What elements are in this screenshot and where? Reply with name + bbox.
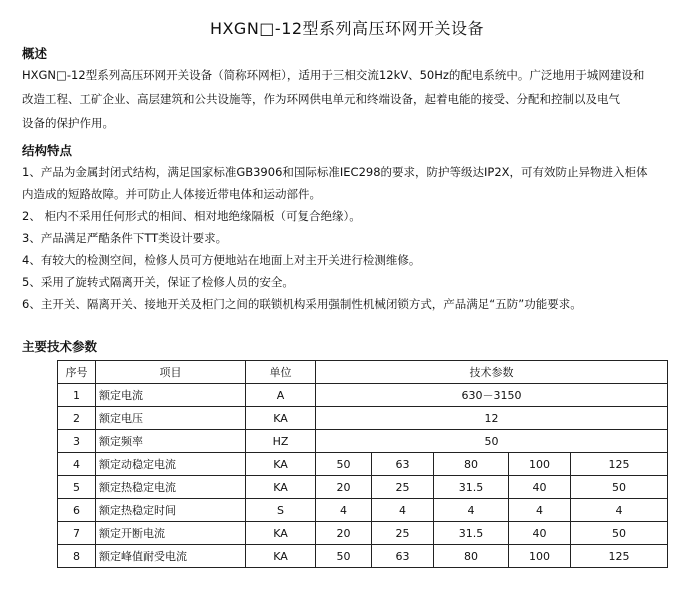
row-unit: KA [246,522,316,545]
row-value: 50 [316,545,372,568]
table-row [58,522,668,545]
feature-item-3: 3、产品满足严酷条件下TT类设计要求。 [22,231,228,245]
feature-item-5: 5、采用了旋转式隔离开关，保证了检修人员的安全。 [22,275,294,289]
row-no: 1 [58,384,96,407]
row-item: 额定电压 [96,407,246,430]
overview-line-3: 设备的保护作用。 [22,116,114,130]
header-no: 序号 [58,361,96,384]
feature-item-1-cont: 内造成的短路故障。并可防止人体接近带电体和运动部件。 [22,187,321,201]
features-heading: 结构特点 [22,143,73,158]
row-value: 80 [434,545,509,568]
row-value: 25 [372,522,434,545]
row-value: 63 [372,545,434,568]
row-unit: HZ [246,430,316,453]
row-no: 6 [58,499,96,522]
header-tech: 技术参数 [316,361,668,384]
row-value: 125 [571,453,668,476]
row-no: 7 [58,522,96,545]
table-row [58,407,668,430]
row-value: 50 [316,430,668,453]
row-value: 50 [571,476,668,499]
header-unit: 单位 [246,361,316,384]
row-no: 4 [58,453,96,476]
row-no: 2 [58,407,96,430]
row-value: 630－3150 [316,384,668,407]
row-value: 4 [316,499,372,522]
row-value: 4 [571,499,668,522]
row-unit: KA [246,476,316,499]
row-value: 20 [316,522,372,545]
page-title: HXGN□-12型系列高压环网开关设备 [209,19,485,38]
feature-item-6: 6、主开关、隔离开关、接地开关及柜门之间的联锁机构采用强制性机械闭锁方式，产品满足“五防”功能要求。 [22,297,582,311]
row-unit: KA [246,453,316,476]
table-header-row [58,361,668,384]
feature-item-1: 1、产品为金属封闭式结构，满足国家标准GB3906和国际标准IEC298的要求，防护等级达IP2X，可有效防止异物进入柜体 [22,165,648,179]
overview-line-2: 改造工程、工矿企业、高层建筑和公共设施等，作为环网供电单元和终端设备，起着电能的接受、分配和控制以及电气 [22,92,620,106]
table-row [58,453,668,476]
row-value: 4 [509,499,571,522]
row-item: 额定开断电流 [96,522,246,545]
row-value: 50 [316,453,372,476]
row-value: 100 [509,545,571,568]
params-heading: 主要技术参数 [22,339,98,354]
row-value: 80 [434,453,509,476]
row-value: 4 [434,499,509,522]
row-value: 25 [372,476,434,499]
row-unit: S [246,499,316,522]
row-item: 额定频率 [96,430,246,453]
overview-heading: 概述 [22,46,48,61]
row-value: 100 [509,453,571,476]
row-value: 4 [372,499,434,522]
row-item: 额定热稳定时间 [96,499,246,522]
row-value: 31.5 [434,476,509,499]
row-no: 8 [58,545,96,568]
row-value: 31.5 [434,522,509,545]
row-value: 63 [372,453,434,476]
row-unit: KA [246,545,316,568]
row-value: 40 [509,476,571,499]
table-row [58,430,668,453]
row-unit: KA [246,407,316,430]
row-item: 额定动稳定电流 [96,453,246,476]
row-value: 12 [316,407,668,430]
table-row [58,499,668,522]
row-value: 40 [509,522,571,545]
table-row [58,476,668,499]
row-value: 50 [571,522,668,545]
row-item: 额定峰值耐受电流 [96,545,246,568]
table-row [58,384,668,407]
header-item: 项目 [96,361,246,384]
row-no: 5 [58,476,96,499]
feature-item-4: 4、有较大的检测空间，检修人员可方便地站在地面上对主开关进行检测维修。 [22,253,421,267]
params-table [57,360,668,568]
overview-line-1: HXGN□-12型系列高压环网开关设备（简称环网柜），适用于三相交流12kV、50Hz的配电系统中。广泛地用于城网建设和 [22,68,645,82]
table-row [58,545,668,568]
row-value: 125 [571,545,668,568]
row-unit: A [246,384,316,407]
row-item: 额定热稳定电流 [96,476,246,499]
row-value: 20 [316,476,372,499]
row-item: 额定电流 [96,384,246,407]
row-no: 3 [58,430,96,453]
feature-item-2: 2、 柜内不采用任何形式的相间、相对地绝缘隔板（可复合绝缘）。 [22,209,361,223]
